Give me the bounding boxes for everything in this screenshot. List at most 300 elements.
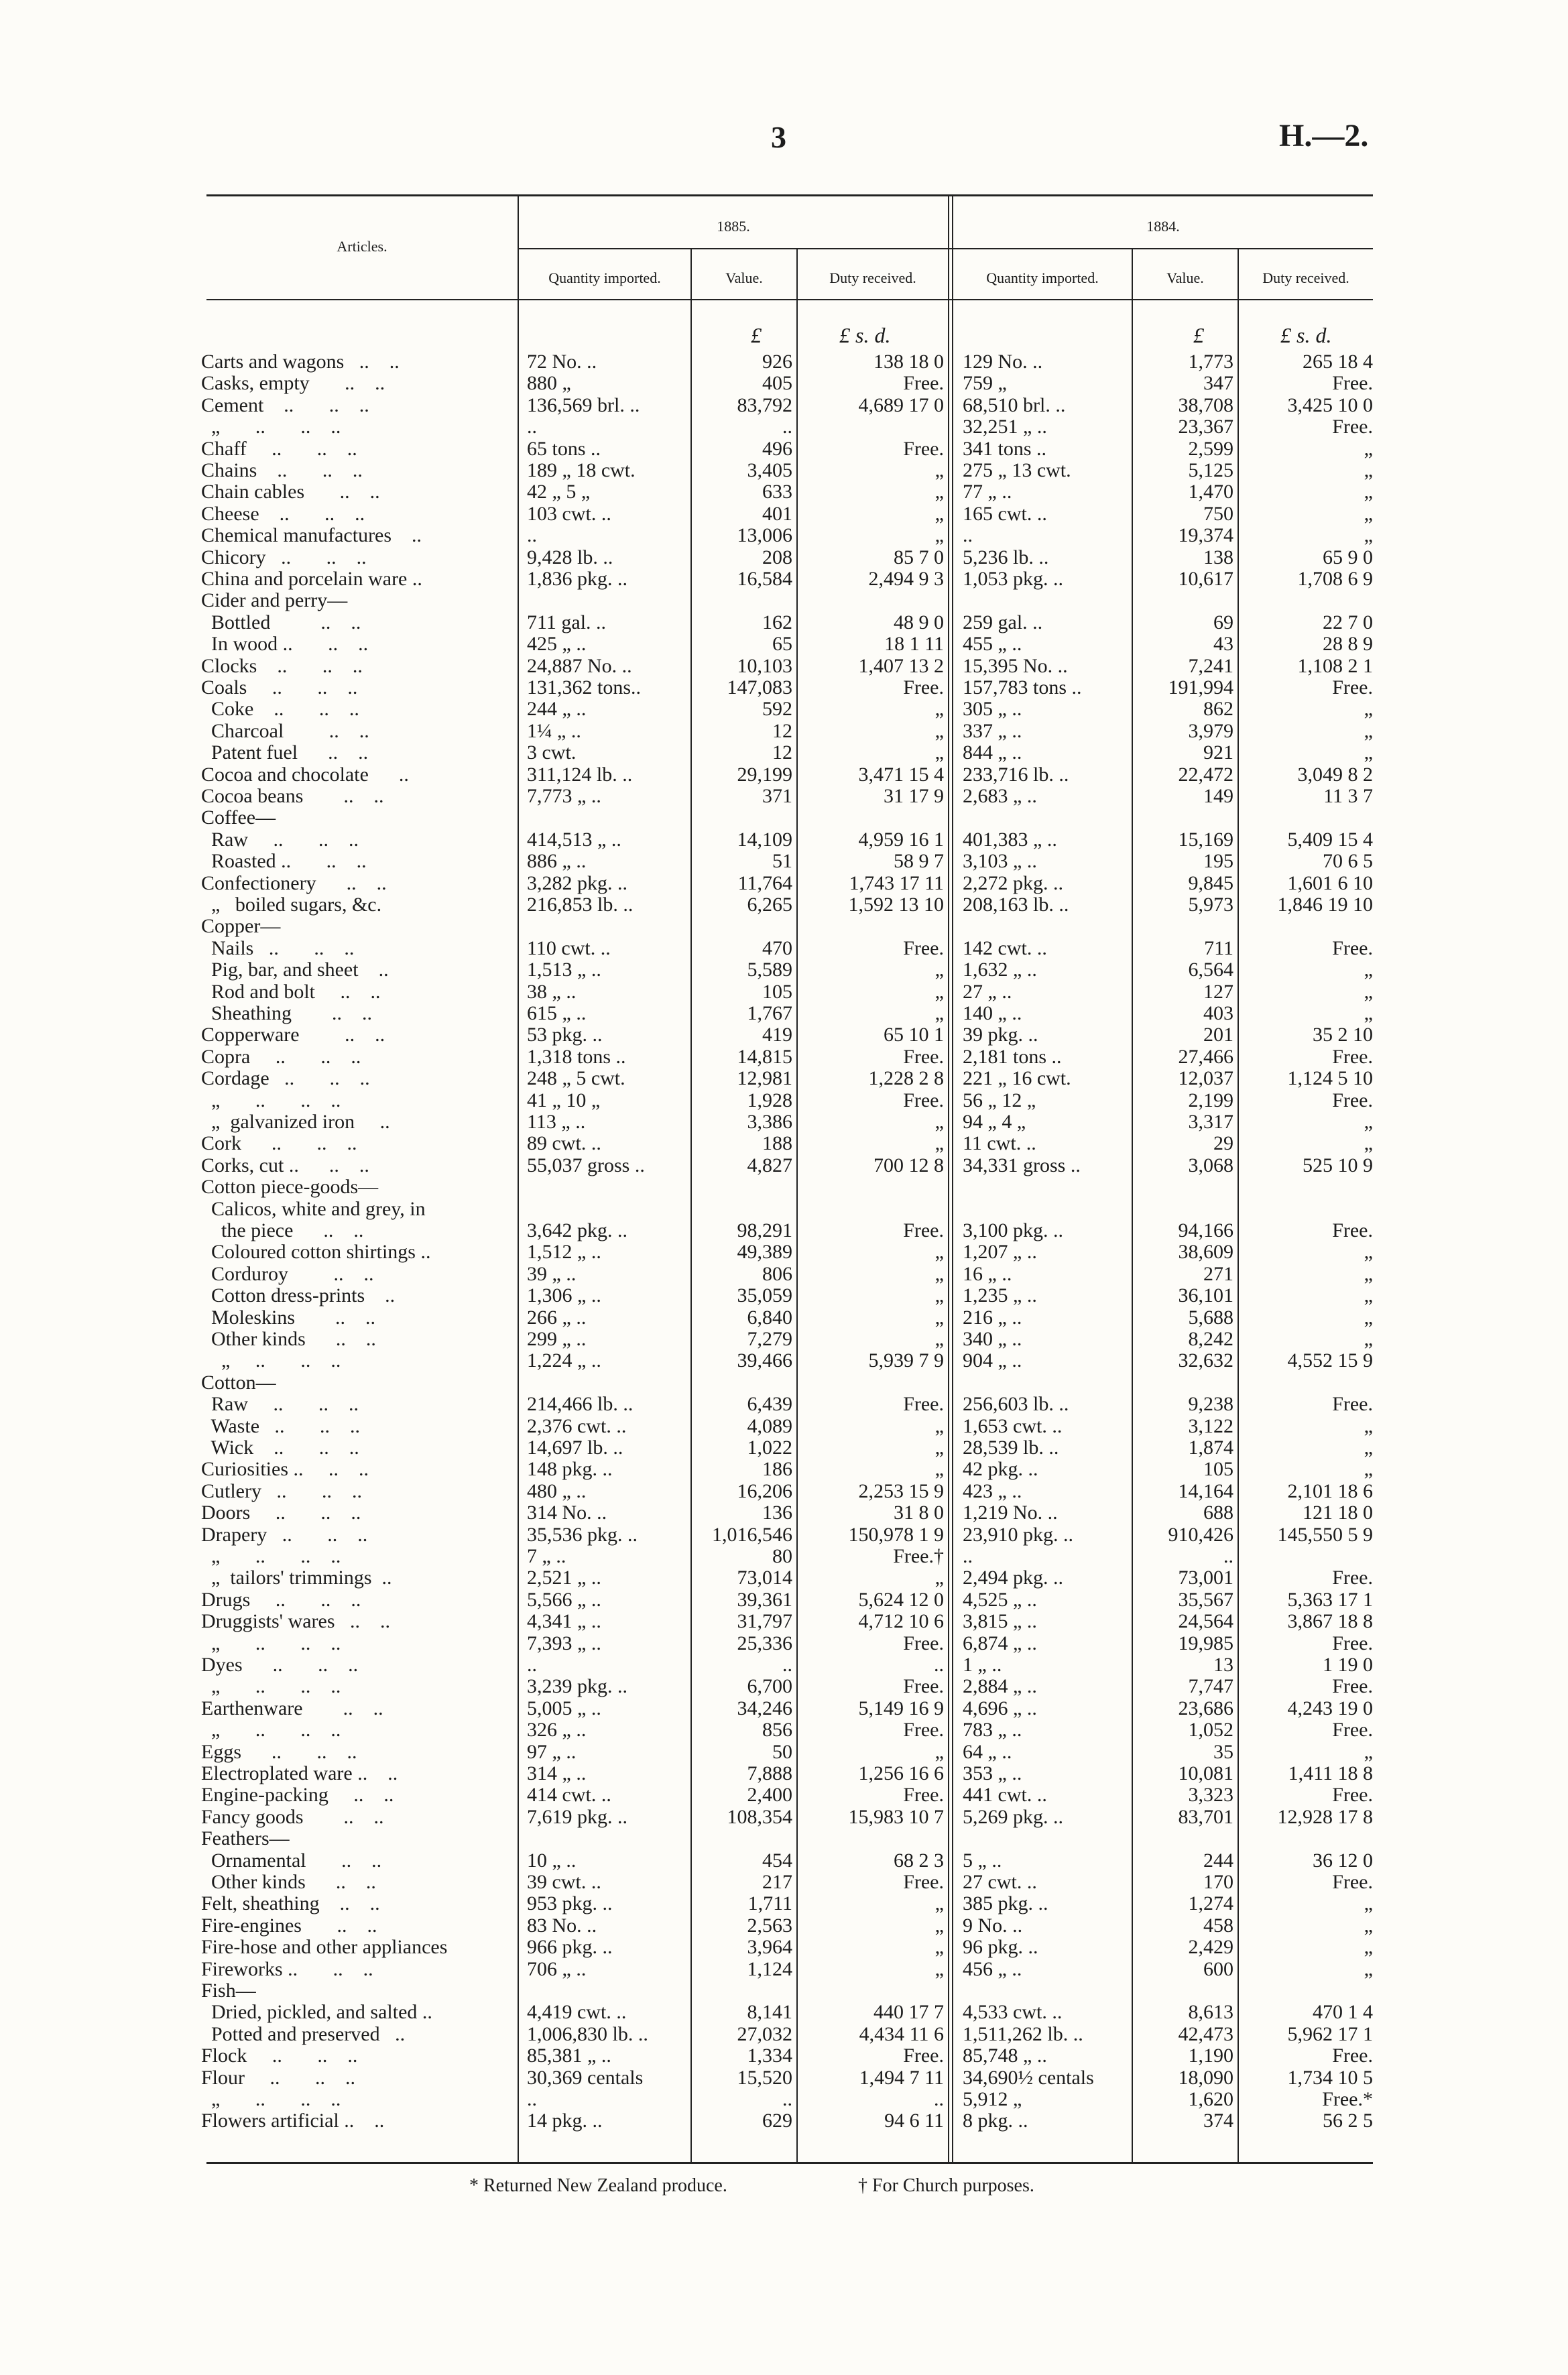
cell-d85: „: [934, 1437, 944, 1459]
cell-v85: 6,700: [747, 1675, 792, 1698]
cell-v85: 3,405: [747, 459, 792, 481]
cell-article: Casks, empty .. ..: [201, 372, 385, 395]
cell-q85: 248 „ 5 cwt.: [527, 1067, 625, 1090]
cell-v84: 19,374: [1178, 524, 1233, 547]
cell-q84: 5,912 „: [963, 2088, 1022, 2110]
cell-d84: 22 7 0: [1323, 611, 1373, 633]
cell-d85: 440 17 7: [873, 2001, 944, 2024]
cell-d85: „: [934, 1740, 944, 1763]
cell-q85: 1¼ „ ..: [527, 719, 581, 742]
cell-q84: 783 „ ..: [963, 1719, 1022, 1742]
cell-v85: 496: [762, 437, 792, 460]
cell-v85: 5,589: [747, 959, 792, 981]
cell-q84: [963, 807, 1130, 829]
cell-article: Eggs .. .. ..: [201, 1740, 357, 1763]
cell-v84: 600: [1203, 1957, 1233, 1980]
cell-d85: Free.: [903, 372, 944, 395]
cell-q84: 3,103 „ ..: [963, 850, 1037, 873]
cell-d85: [799, 590, 944, 611]
cell-v85: 16,206: [737, 1479, 792, 1502]
cell-v85: 12,981: [737, 1067, 792, 1090]
cell-q85: 414,513 „ ..: [527, 828, 621, 851]
cell-q85: ..: [527, 2088, 537, 2110]
cell-q85: ..: [527, 416, 537, 438]
cell-d84: 56 2 5: [1323, 2110, 1373, 2132]
cell-article: Dyes .. .. ..: [201, 1654, 359, 1676]
cell-q84: 4,696 „ ..: [963, 1697, 1037, 1719]
cell-d85: [799, 416, 944, 438]
cell-v84: 1,874: [1188, 1437, 1233, 1459]
cell-v84: 69: [1213, 611, 1233, 633]
cell-q84: 4,525 „ ..: [963, 1588, 1037, 1611]
cell-d85: Free.: [903, 1675, 944, 1698]
cell-v84: 24,564: [1178, 1610, 1233, 1633]
cell-q85: 83 No. ..: [527, 1914, 597, 1937]
cell-d84: [1240, 1176, 1373, 1198]
cell-q85: 615 „ ..: [527, 1002, 587, 1024]
cell-d85: Free.: [903, 1632, 944, 1654]
cell-v85: 2,563: [747, 1914, 792, 1937]
cell-d85: [799, 916, 944, 937]
cell-q85: 72 No. ..: [527, 351, 597, 373]
cell-q84: 1 „ ..: [963, 1654, 1002, 1676]
cell-v84: 3,122: [1188, 1414, 1233, 1437]
cell-d84: „: [1364, 1241, 1373, 1264]
cell-q84: 157,783 tons ..: [963, 676, 1082, 698]
cell-q84: 32,251 „ ..: [963, 416, 1047, 438]
cell-d84: [1240, 1372, 1373, 1394]
cell-v85: 35,059: [737, 1284, 792, 1307]
cell-q84: 1,219 No. ..: [963, 1502, 1058, 1524]
cell-q84: 140 „ ..: [963, 1002, 1022, 1024]
cell-q85: 3,239 pkg. ..: [527, 1675, 627, 1698]
cell-v84: 1,620: [1188, 2088, 1233, 2110]
cell-q84: 2,683 „ ..: [963, 785, 1037, 807]
cell-article: Fireworks .. .. ..: [201, 1957, 373, 1980]
cell-q84: 208,163 lb. ..: [963, 894, 1069, 916]
cell-article: Engine-packing .. ..: [201, 1784, 394, 1807]
cell-article: China and porcelain ware ..: [201, 568, 422, 590]
cell-article: Copper—: [201, 915, 281, 938]
cell-d85: Free.: [903, 1871, 944, 1893]
cell-v85: [692, 590, 792, 611]
year-header-rule: [518, 248, 1373, 249]
cell-d85: 31 17 9: [884, 785, 944, 807]
cell-q85: 24,887 No. ..: [527, 654, 632, 677]
cell-v85: 856: [762, 1719, 792, 1742]
cell-d85: „: [934, 524, 944, 547]
cell-v85: 16,584: [737, 568, 792, 590]
cell-article: „ .. .. ..: [201, 1089, 341, 1111]
cell-q84: 305 „ ..: [963, 698, 1022, 721]
cell-article: Chicory .. .. ..: [201, 546, 367, 568]
cell-d84: [1240, 916, 1373, 937]
cell-v85: 39,466: [737, 1349, 792, 1372]
cell-v84: ..: [1223, 1545, 1233, 1567]
cell-article: Felt, sheathing .. ..: [201, 1892, 380, 1915]
cell-q84: 2,181 tons ..: [963, 1045, 1062, 1068]
cell-v84: 19,985: [1178, 1632, 1233, 1654]
cell-q85: 10 „ ..: [527, 1849, 577, 1872]
cell-d84: 265 18 4: [1303, 351, 1373, 373]
cell-q85: 53 pkg. ..: [527, 1024, 603, 1046]
cell-q84: 94 „ 4 „: [963, 1111, 1026, 1133]
footnote-returned-produce: * Returned New Zealand produce.: [469, 2175, 727, 2196]
cell-v85: 1,016,546: [712, 1523, 792, 1546]
cell-d84: 5,962 17 1: [1287, 2022, 1373, 2045]
cell-v84: 1,190: [1188, 2045, 1233, 2067]
cell-q85: [527, 590, 688, 611]
cell-article: Drugs .. .. ..: [201, 1588, 361, 1611]
cell-v84: 1,052: [1188, 1719, 1233, 1742]
cell-q85: 7,619 pkg. ..: [527, 1805, 627, 1828]
cell-article: „ tailors' trimmings ..: [201, 1567, 392, 1589]
cell-v85: 25,336: [737, 1632, 792, 1654]
cell-v84: 2,199: [1188, 1089, 1233, 1111]
cell-q84: 385 pkg. ..: [963, 1892, 1048, 1915]
cell-q84: 256,603 lb. ..: [963, 1393, 1069, 1416]
cell-d85: Free.: [903, 2045, 944, 2067]
cell-q84: 1,235 „ ..: [963, 1284, 1037, 1307]
cell-v84: 5,688: [1188, 1306, 1233, 1329]
cell-q85: 41 „ 10 „: [527, 1089, 601, 1111]
cell-v84: 22,472: [1178, 763, 1233, 786]
cell-q85: 3,282 pkg. ..: [527, 871, 627, 894]
cell-d84: „: [1364, 1437, 1373, 1459]
cell-v85: 105: [762, 980, 792, 1003]
cell-v85: 7,888: [747, 1762, 792, 1784]
cell-q85: 85,381 „ ..: [527, 2045, 611, 2067]
cell-d85: Free.†: [893, 1545, 944, 1567]
cell-d85: Free.: [903, 676, 944, 698]
cell-d84: 1,124 5 10: [1287, 1067, 1373, 1090]
cell-q84: 68,510 brl. ..: [963, 393, 1066, 416]
cell-v84: 3,979: [1188, 719, 1233, 742]
cell-d84: „: [1364, 1936, 1373, 1959]
cell-q84: 42 pkg. ..: [963, 1458, 1038, 1481]
cell-article: Corduroy .. ..: [201, 1262, 374, 1285]
cell-v85: 208: [762, 546, 792, 568]
cell-d84: 2,101 18 6: [1287, 1479, 1373, 1502]
cell-v84: 38,708: [1178, 393, 1233, 416]
cell-q85: 42 „ 5 „: [527, 481, 591, 503]
cell-q84: 34,331 gross ..: [963, 1154, 1081, 1176]
cell-d84: „: [1364, 741, 1373, 764]
cell-d84: „: [1364, 481, 1373, 503]
cell-q84: 8 pkg. ..: [963, 2110, 1028, 2132]
cell-d85: 1,256 16 6: [858, 1762, 944, 1784]
cell-d85: Free.: [903, 936, 944, 959]
cell-v85: ..: [782, 2088, 792, 2110]
cell-q84: 456 „ ..: [963, 1957, 1022, 1980]
cell-d84: 65 9 0: [1323, 546, 1373, 568]
cell-q85: [527, 1828, 688, 1849]
cell-q85: 2,376 cwt. ..: [527, 1414, 627, 1437]
cell-v85: 51: [772, 850, 792, 873]
cell-v84: [1133, 1828, 1233, 1849]
cell-q85: 35,536 pkg. ..: [527, 1523, 638, 1546]
cell-article: Sheathing .. ..: [201, 1002, 372, 1024]
cell-d85: „: [934, 1414, 944, 1437]
cell-v85: [692, 1176, 792, 1198]
cell-v85: 8,141: [747, 2001, 792, 2024]
cell-article: Corks, cut .. .. ..: [201, 1154, 369, 1176]
cell-q85: 3,642 pkg. ..: [527, 1219, 627, 1241]
cell-d85: 4,434 11 6: [859, 2022, 944, 2045]
cell-v85: ..: [782, 1654, 792, 1676]
cell-d84: Free.: [1332, 1393, 1373, 1416]
cell-d85: [799, 1176, 944, 1198]
cell-article: Cork .. .. ..: [201, 1132, 357, 1155]
cell-v84: 8,613: [1188, 2001, 1233, 2024]
year-header-1884: 1884.: [1146, 218, 1180, 235]
cell-q85: 89 cwt. ..: [527, 1132, 601, 1155]
cell-q84: 423 „ ..: [963, 1479, 1022, 1502]
cell-article: Copperware .. ..: [201, 1024, 385, 1046]
column-divider: [518, 196, 519, 2162]
year-divider: [948, 196, 949, 2162]
cell-d84: „: [1364, 1328, 1373, 1350]
cell-article: Doors .. .. ..: [201, 1502, 361, 1524]
cell-v85: 10,103: [737, 654, 792, 677]
cell-q84: 221 „ 16 cwt.: [963, 1067, 1071, 1090]
cell-d85: 138 18 0: [873, 351, 944, 373]
cell-q84: 2,494 pkg. ..: [963, 1567, 1063, 1589]
cell-d85: 3,471 15 4: [858, 763, 944, 786]
cell-d85: „: [934, 1111, 944, 1133]
cell-q85: 7 „ ..: [527, 1545, 566, 1567]
cell-v84: 9,845: [1188, 871, 1233, 894]
cell-q85: 216,853 lb. ..: [527, 894, 634, 916]
cell-q85: 299 „ ..: [527, 1328, 587, 1350]
cell-v85: 34,246: [737, 1697, 792, 1719]
cell-article: Flour .. .. ..: [201, 2066, 356, 2089]
cell-q84: 1,653 cwt. ..: [963, 1414, 1063, 1437]
cell-v85: [692, 1980, 792, 2002]
cell-article: „ .. .. ..: [201, 416, 341, 438]
cell-d85: „: [934, 1957, 944, 1980]
cell-q85: 55,037 gross ..: [527, 1154, 645, 1176]
cell-v85: 12: [772, 719, 792, 742]
cell-q85: [527, 1176, 688, 1198]
cell-q84: 27 „ ..: [963, 980, 1012, 1003]
cell-q84: 1,511,262 lb. ..: [963, 2022, 1083, 2045]
header-bottom-rule: [206, 299, 1373, 300]
cell-d85: 48 9 0: [894, 611, 944, 633]
column-divider: [1238, 249, 1239, 2162]
cell-d85: 2,253 15 9: [858, 1479, 944, 1502]
cell-v85: 11,764: [737, 871, 792, 894]
cell-v85: 4,089: [747, 1414, 792, 1437]
articles-header: Articles.: [337, 238, 387, 255]
value-header-1884: Value.: [1166, 269, 1204, 286]
cell-q84: 85,748 „ ..: [963, 2045, 1047, 2067]
cell-d84: Free.: [1332, 936, 1373, 959]
cell-d84: 3,867 18 8: [1287, 1610, 1373, 1633]
cell-d84: „: [1364, 719, 1373, 742]
cell-v84: 32,632: [1178, 1349, 1233, 1372]
cell-d84: „: [1364, 1262, 1373, 1285]
cell-d84: [1240, 807, 1373, 829]
cell-article: the piece .. ..: [201, 1219, 364, 1241]
cell-q84: 16 „ ..: [963, 1262, 1012, 1285]
cell-article: Bottled .. ..: [201, 611, 361, 633]
cell-d85: „: [934, 1328, 944, 1350]
cell-article: Drapery .. .. ..: [201, 1523, 368, 1546]
cell-d84: [1240, 1546, 1373, 1567]
cell-d85: „: [934, 1262, 944, 1285]
cell-article: Coals .. .. ..: [201, 676, 358, 698]
cell-d84: „: [1364, 1914, 1373, 1937]
cell-q85: 1,836 pkg. ..: [527, 568, 627, 590]
cell-d85: Free.: [903, 1393, 944, 1416]
cell-d85: [799, 1372, 944, 1394]
cell-article: Raw .. .. ..: [201, 1393, 359, 1416]
cell-article: „ .. .. ..: [201, 1349, 341, 1372]
cell-v84: 1,773: [1188, 351, 1233, 373]
page-number: 3: [771, 120, 786, 154]
cell-v85: 4,827: [747, 1154, 792, 1176]
cell-article: Ornamental .. ..: [201, 1849, 382, 1872]
cell-v85: 15,520: [737, 2066, 792, 2089]
cell-q85: [527, 1980, 688, 2002]
cell-v84: 7,241: [1188, 654, 1233, 677]
cell-d84: „: [1364, 1284, 1373, 1307]
cell-q85: 266 „ ..: [527, 1306, 587, 1329]
cell-q84: 11 cwt. ..: [963, 1132, 1036, 1155]
cell-q85: 38 „ ..: [527, 980, 577, 1003]
cell-q84: [963, 1176, 1130, 1198]
cell-v84: 195: [1203, 850, 1233, 873]
cell-d85: „: [934, 1914, 944, 1937]
cell-q84: [963, 1828, 1130, 1849]
cell-d84: „: [1364, 959, 1373, 981]
cell-d84: 11 3 7: [1323, 785, 1373, 807]
cell-q84: 341 tons ..: [963, 437, 1047, 460]
cell-d85: [799, 807, 944, 829]
cell-v84: 8,242: [1188, 1328, 1233, 1350]
cell-article: Flock .. .. ..: [201, 2045, 358, 2067]
cell-article: Cotton dress-prints ..: [201, 1284, 396, 1307]
cell-d85: „: [934, 741, 944, 764]
cell-q84: 5,236 lb. ..: [963, 546, 1049, 568]
cell-q85: 30,369 centals: [527, 2066, 644, 2089]
cell-d85: [799, 1828, 944, 1849]
cell-q85: 148 pkg. ..: [527, 1458, 613, 1481]
cell-d85: „: [934, 1458, 944, 1481]
cell-d85: „: [934, 502, 944, 525]
cell-article: Moleskins .. ..: [201, 1306, 376, 1329]
cell-d84: „: [1364, 1002, 1373, 1024]
cell-v84: 3,068: [1188, 1154, 1233, 1176]
cell-article: Fish—: [201, 1980, 256, 2002]
cell-article: „ .. .. ..: [201, 1675, 341, 1698]
cell-d84: 4,552 15 9: [1287, 1349, 1373, 1372]
cell-d84: „: [1364, 1892, 1373, 1915]
cell-d85: 18 1 11: [884, 633, 944, 656]
cell-v85: 629: [762, 2110, 792, 2132]
cell-article: Charcoal .. ..: [201, 719, 369, 742]
cell-v85: 405: [762, 372, 792, 395]
cell-d84: „: [1364, 1414, 1373, 1437]
cell-q85: 480 „ ..: [527, 1479, 587, 1502]
cell-d85: Free.: [903, 1219, 944, 1241]
cell-d84: Free.: [1332, 1632, 1373, 1654]
cell-v84: 42,473: [1178, 2022, 1233, 2045]
cell-q84: 28,539 lb. ..: [963, 1437, 1059, 1459]
cell-q84: 5,269 pkg. ..: [963, 1805, 1063, 1828]
cell-q84: 56 „ 12 „: [963, 1089, 1036, 1111]
cell-q85: 214,466 lb. ..: [527, 1393, 634, 1416]
cell-d84: 145,550 5 9: [1277, 1523, 1373, 1546]
cell-d84: 28 8 9: [1323, 633, 1373, 656]
cell-article: Nails .. .. ..: [201, 936, 355, 959]
cell-q84: 1,632 „ ..: [963, 959, 1037, 981]
cell-d84: Free.: [1332, 372, 1373, 395]
cell-d84: „: [1364, 698, 1373, 721]
cell-v84: 170: [1203, 1871, 1233, 1893]
cell-d85: „: [934, 1002, 944, 1024]
cell-v84: 36,101: [1178, 1284, 1233, 1307]
cell-d85: „: [934, 959, 944, 981]
cell-q84: 142 cwt. ..: [963, 936, 1047, 959]
cell-q84: 441 cwt. ..: [963, 1784, 1047, 1807]
cell-q84: 3,100 pkg. ..: [963, 1219, 1063, 1241]
cell-article: „ .. .. ..: [201, 1632, 341, 1654]
cell-q85: 4,419 cwt. ..: [527, 2001, 627, 2024]
cell-q85: 966 pkg. ..: [527, 1936, 613, 1959]
cell-v84: 83,701: [1178, 1805, 1233, 1828]
cell-v84: 5,125: [1188, 459, 1233, 481]
cell-d85: 1,228 2 8: [868, 1067, 944, 1090]
cell-d85: „: [934, 698, 944, 721]
cell-d85: 150,978 1 9: [848, 1523, 944, 1546]
cell-d84: 36 12 0: [1313, 1849, 1373, 1872]
cell-d85: ..: [934, 2088, 944, 2110]
duty-header-1885: Duty received.: [829, 269, 916, 286]
cell-q85: 414 cwt. ..: [527, 1784, 611, 1807]
cell-v85: 108,354: [727, 1805, 792, 1828]
cell-q85: 14 pkg. ..: [527, 2110, 603, 2132]
cell-d85: „: [934, 980, 944, 1003]
cell-d84: 1,708 6 9: [1297, 568, 1373, 590]
cell-d84: Free.: [1332, 1089, 1373, 1111]
cell-d84: „: [1364, 1740, 1373, 1763]
cell-v85: 2,400: [747, 1784, 792, 1807]
cell-article: Curiosities .. .. ..: [201, 1458, 369, 1481]
cell-v84: 14,164: [1178, 1479, 1233, 1502]
cell-v85: 401: [762, 502, 792, 525]
cell-v85: 188: [762, 1132, 792, 1155]
cell-v85: 592: [762, 698, 792, 721]
cell-d85: Free.: [903, 1045, 944, 1068]
cell-q84: 15,395 No. ..: [963, 654, 1068, 677]
cell-q84: 1,053 pkg. ..: [963, 568, 1063, 590]
cell-d85: „: [934, 1936, 944, 1959]
cell-article: Raw .. .. ..: [201, 828, 359, 851]
cell-q85: 314 No. ..: [527, 1502, 607, 1524]
duty-header-1884: Duty received.: [1262, 269, 1349, 286]
cell-v84: 18,090: [1178, 2066, 1233, 2089]
cell-q84: 9 No. ..: [963, 1914, 1023, 1937]
cell-d85: 1,494 7 11: [859, 2066, 944, 2089]
cell-d85: 4,959 16 1: [858, 828, 944, 851]
cell-q84: 5 „ ..: [963, 1849, 1002, 1872]
cell-q84: 259 gal. ..: [963, 611, 1043, 633]
cell-article: Clocks .. .. ..: [201, 654, 363, 677]
cell-d85: „: [934, 1306, 944, 1329]
cell-v84: 347: [1203, 372, 1233, 395]
